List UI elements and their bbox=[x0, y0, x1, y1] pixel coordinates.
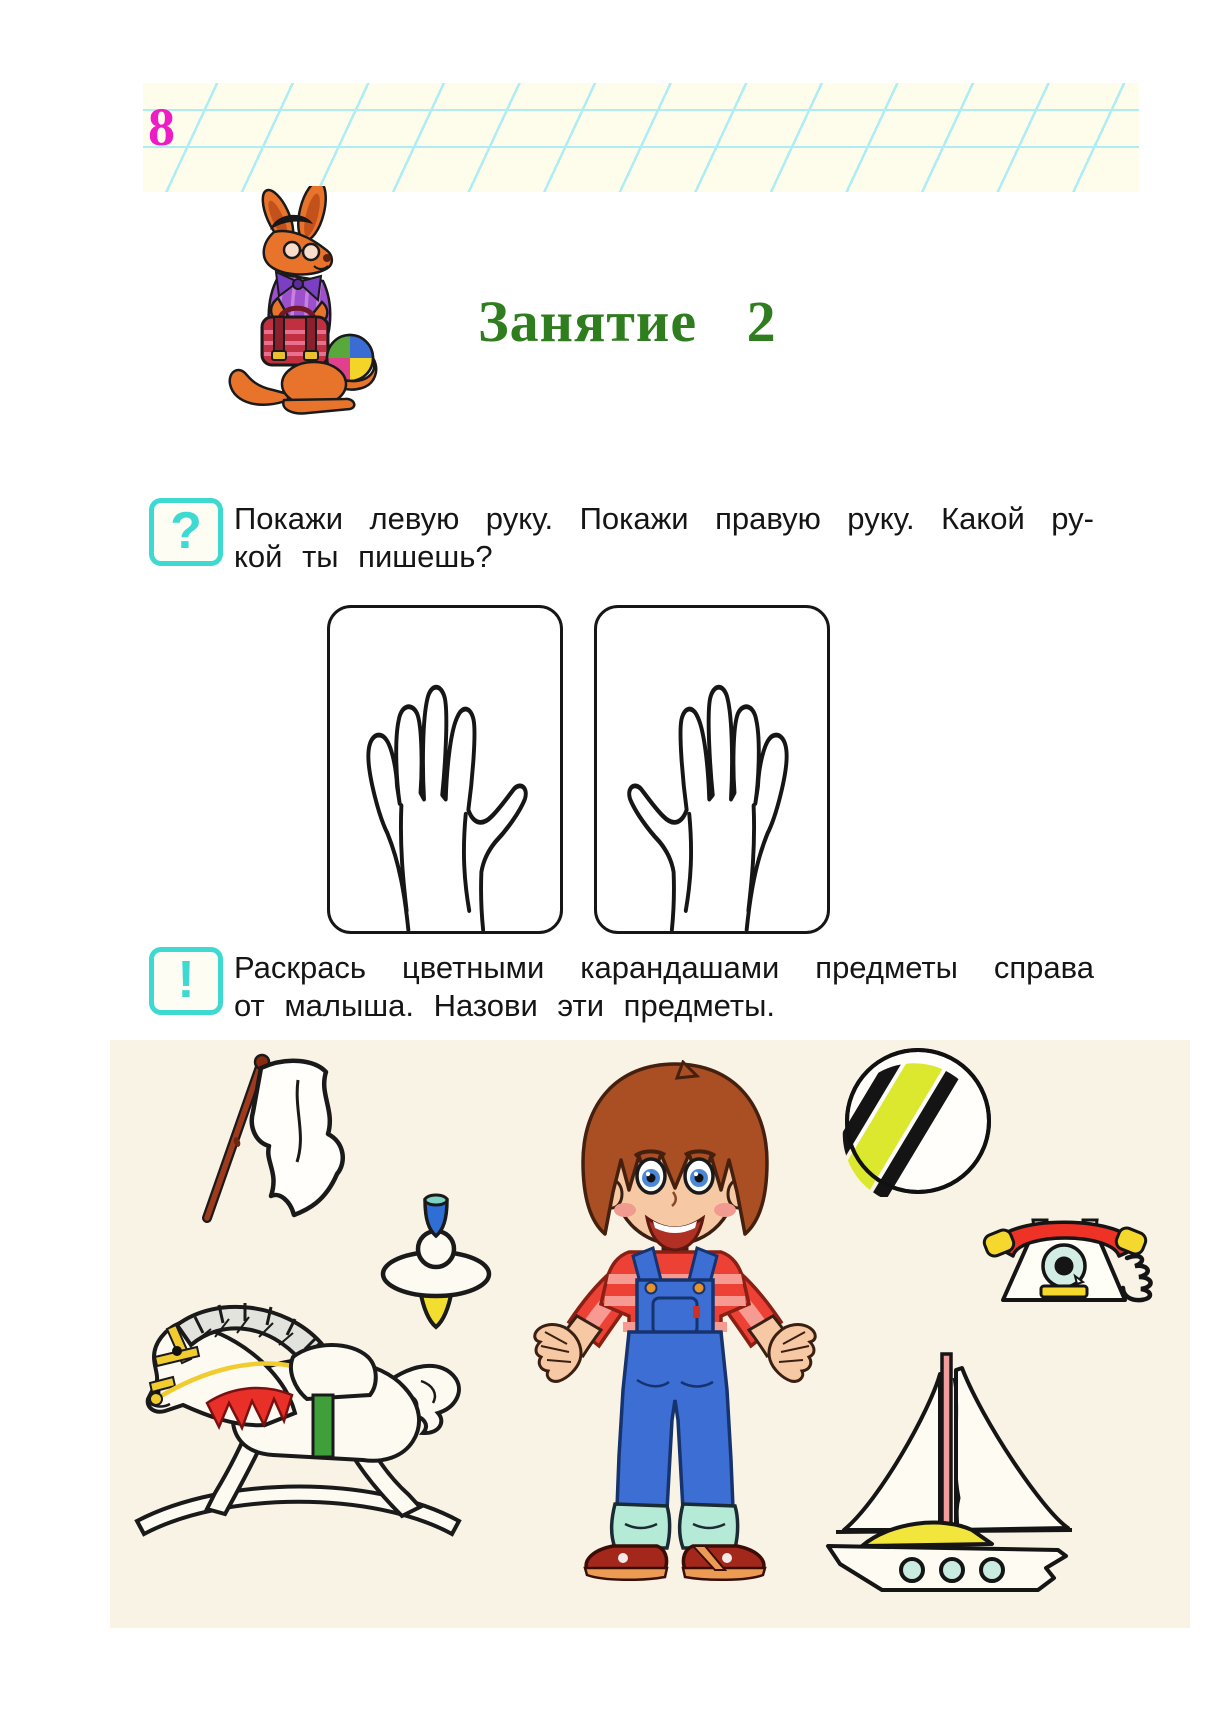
striped-ball-icon bbox=[842, 1045, 994, 1197]
exercise-line-2: от малыша. Назови эти предметы. bbox=[234, 987, 775, 1023]
exercise-line-1: Раскрась цветными карандашами предметы справа bbox=[234, 950, 1094, 985]
horse-girth-strap bbox=[313, 1395, 333, 1457]
boy-icon bbox=[525, 1060, 825, 1582]
question-line-2: кой ты пишешь? bbox=[234, 538, 493, 574]
telephone-button-bar bbox=[1041, 1286, 1087, 1297]
boy-leg-warmers bbox=[612, 1504, 738, 1548]
sailboat-icon bbox=[820, 1348, 1080, 1598]
guide-line bbox=[143, 109, 1139, 111]
question-text bbox=[234, 500, 1094, 575]
telephone-cord bbox=[1123, 1256, 1151, 1300]
ruled-header-band bbox=[143, 83, 1139, 192]
telephone-figure bbox=[975, 1200, 1155, 1305]
exercise-icon: ! bbox=[149, 947, 223, 1015]
kangaroo-mascot-figure bbox=[218, 186, 393, 418]
ball-figure bbox=[842, 1045, 994, 1197]
guide-line bbox=[143, 146, 1139, 148]
sailboat-portholes bbox=[901, 1559, 1003, 1581]
rocking-horse-icon bbox=[125, 1295, 470, 1540]
boy-figure bbox=[525, 1060, 825, 1582]
boy-shoes bbox=[585, 1546, 765, 1580]
exercise-text bbox=[234, 949, 1094, 1024]
rocking-horse-figure bbox=[125, 1295, 470, 1540]
kangaroo-tail bbox=[230, 370, 288, 405]
right-hand-outline-icon bbox=[611, 632, 811, 932]
left-hand-outline-icon bbox=[344, 632, 544, 932]
right-hand-box bbox=[594, 605, 830, 934]
telephone-icon bbox=[975, 1200, 1155, 1305]
flag-figure bbox=[195, 1050, 365, 1225]
kangaroo-icon bbox=[218, 186, 393, 418]
question-line-1: Покажи левую руку. Покажи правую руку. Какой ру- bbox=[234, 501, 1094, 536]
horse-saddle bbox=[291, 1345, 376, 1399]
left-hand-box bbox=[327, 605, 563, 934]
kangaroo-satchel bbox=[262, 308, 328, 365]
page-number: 8 bbox=[148, 97, 175, 157]
boy-blush-right bbox=[714, 1203, 736, 1217]
kangaroo-nose bbox=[323, 254, 331, 262]
boy-blush-left bbox=[614, 1203, 636, 1217]
kangaroo-foot bbox=[283, 399, 354, 414]
telephone-dial bbox=[1043, 1245, 1085, 1287]
flag-icon bbox=[195, 1050, 365, 1225]
question-icon: ? bbox=[149, 498, 223, 566]
lesson-title: Занятие 2 bbox=[478, 289, 777, 354]
sailboat-figure bbox=[820, 1348, 1080, 1598]
sailboat-main-sail bbox=[956, 1368, 1068, 1530]
sailboat-jib-sail bbox=[844, 1374, 940, 1530]
